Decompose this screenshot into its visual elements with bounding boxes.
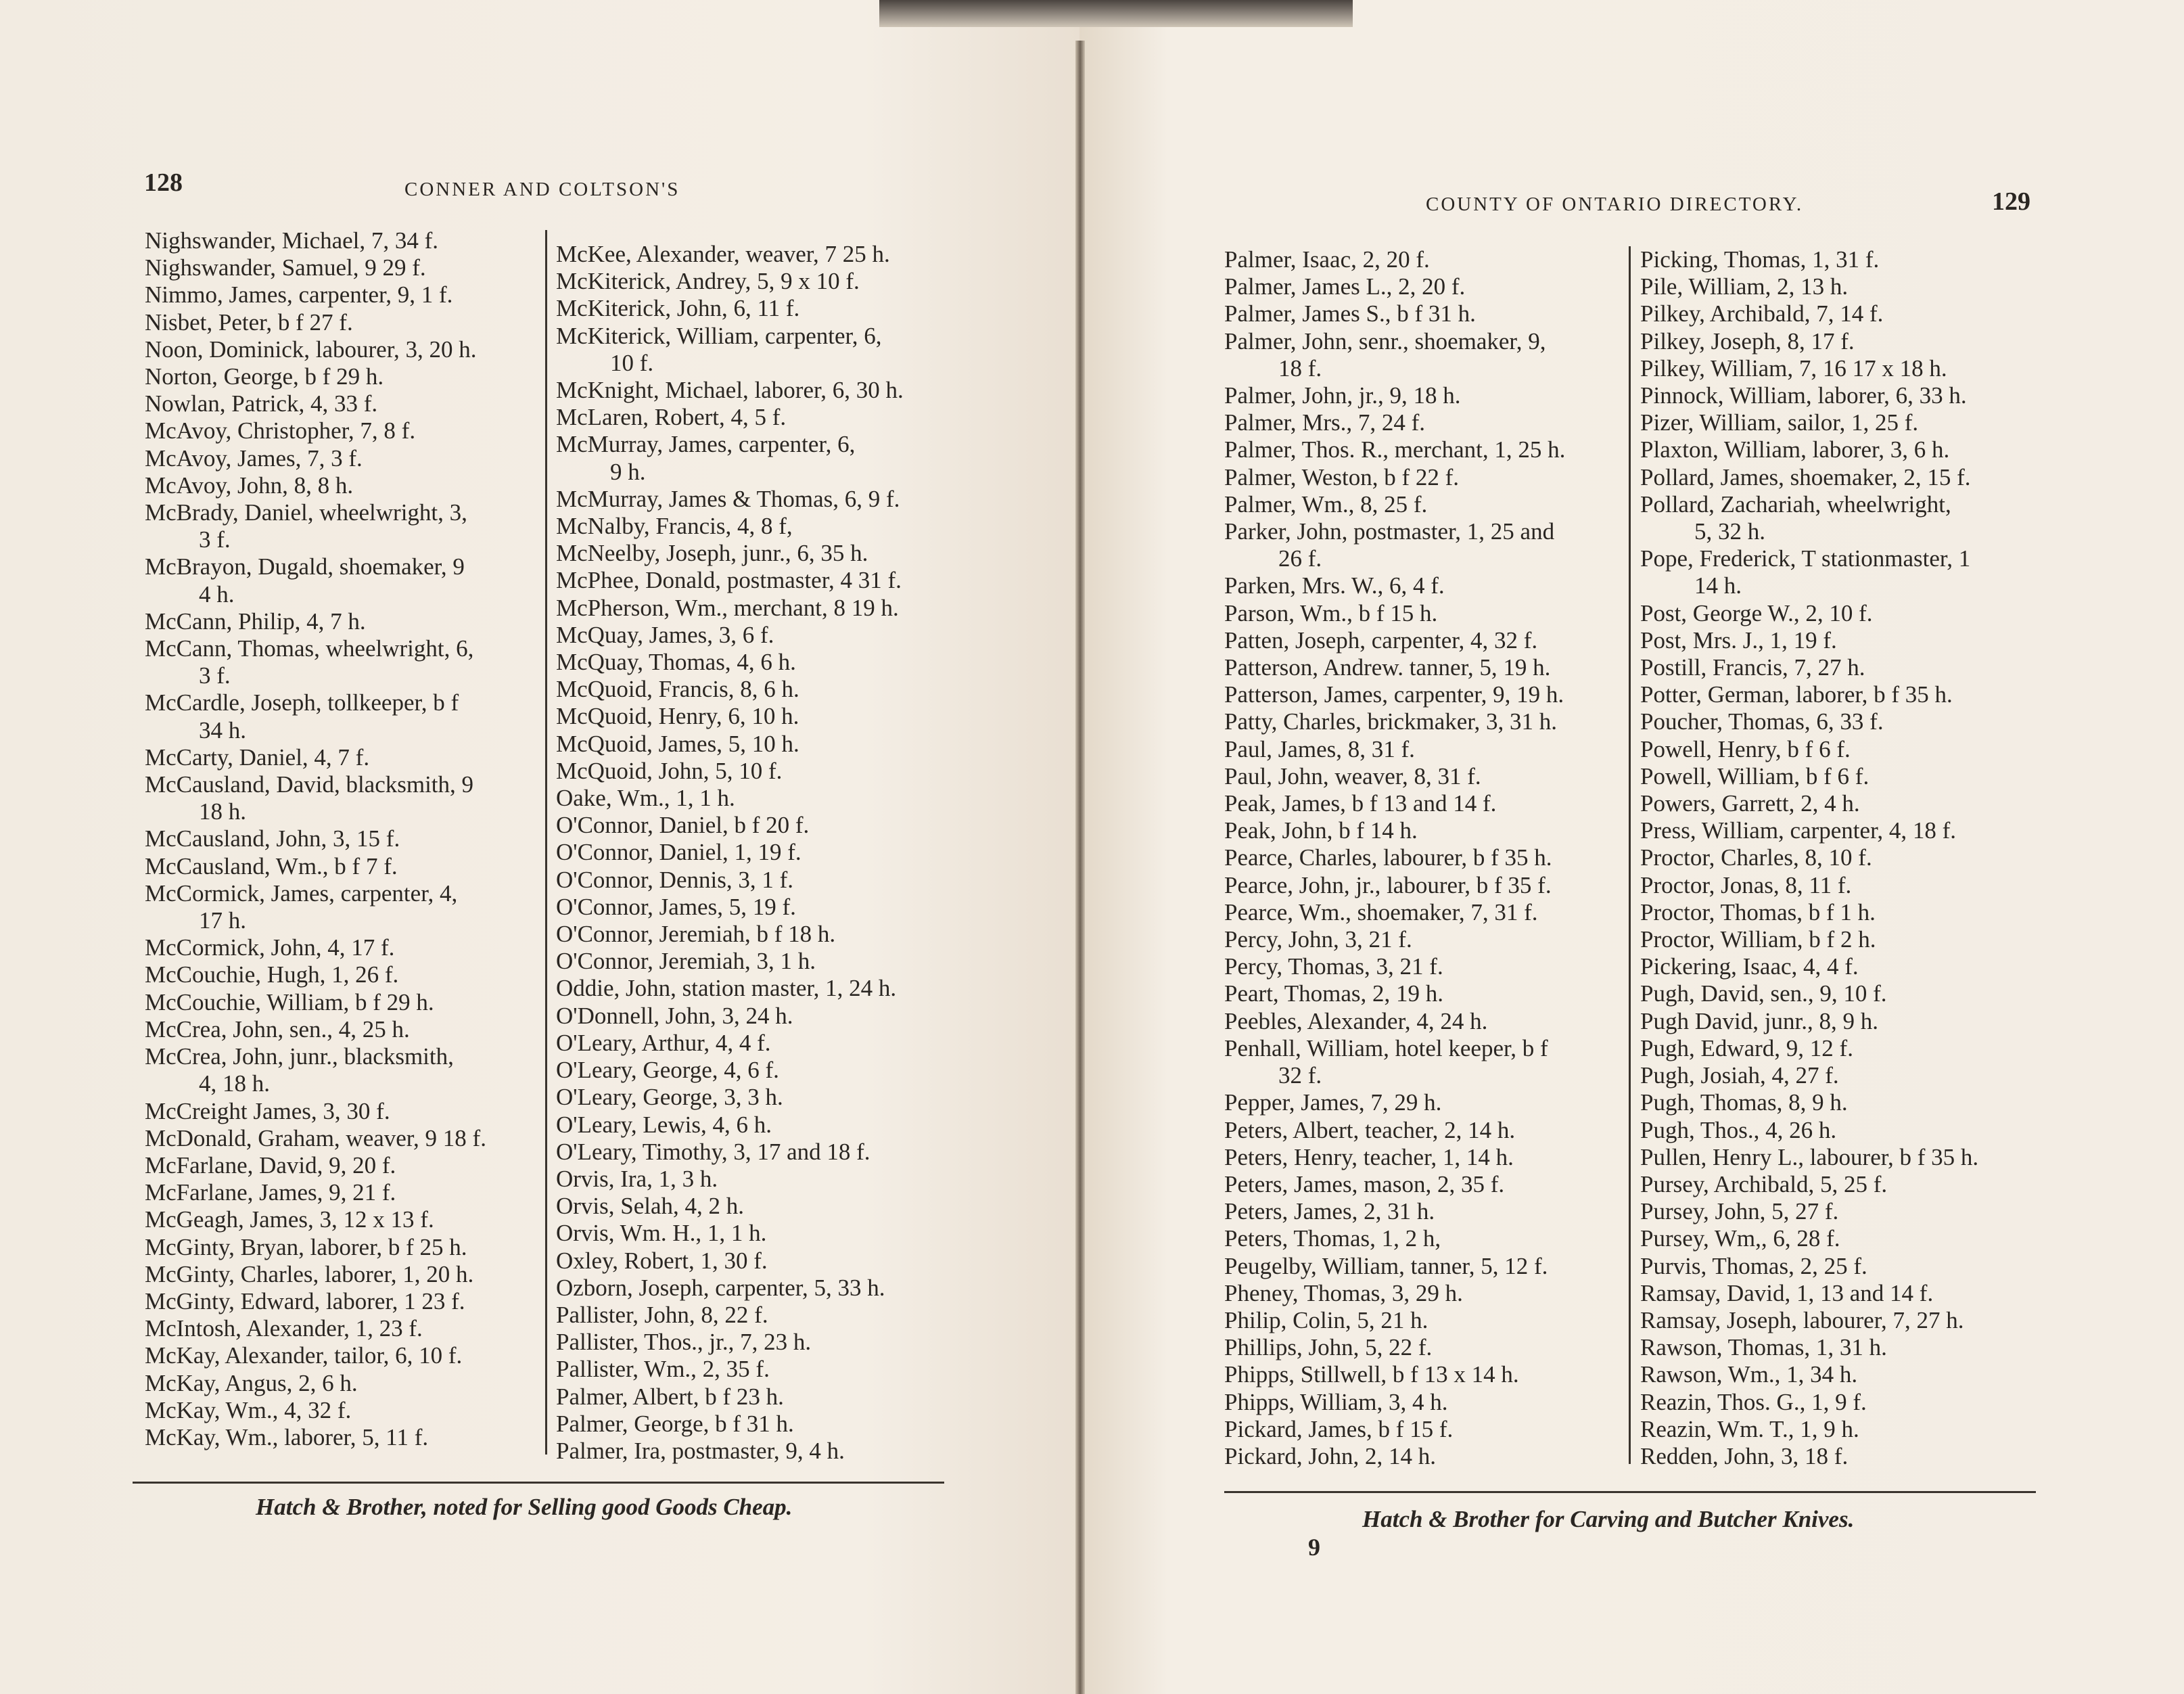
directory-entry-line: Ramsay, David, 1, 13 and 14 f. <box>1640 1279 1934 1306</box>
directory-entry-line: McNeelby, Joseph, junr., 6, 35 h. <box>556 540 868 567</box>
directory-entry-line: McKnight, Michael, laborer, 6, 30 h. <box>556 377 904 404</box>
directory-entry-line: Penhall, William, hotel keeper, b f <box>1224 1034 1548 1061</box>
directory-entry-line: Paul, John, weaver, 8, 31 f. <box>1224 762 1481 789</box>
directory-entry-line: McKay, Wm., 4, 32 f. <box>145 1396 352 1423</box>
directory-entry-line: Pullen, Henry L., labourer, b f 35 h. <box>1640 1143 1979 1170</box>
directory-entry-line: McKay, Angus, 2, 6 h. <box>145 1369 358 1396</box>
directory-entry-line: 5, 32 h. <box>1694 518 1765 545</box>
directory-entry-line: Pugh, David, sen., 9, 10 f. <box>1640 980 1887 1007</box>
directory-entry-line: McPhee, Donald, postmaster, 4 31 f. <box>556 567 902 594</box>
directory-entry-line: Peak, John, b f 14 h. <box>1224 817 1418 844</box>
directory-entry-line: McDonald, Graham, weaver, 9 18 f. <box>145 1124 486 1151</box>
directory-entry-line: McCann, Thomas, wheelwright, 6, <box>145 635 474 662</box>
directory-column-1 <box>1224 246 1565 1470</box>
directory-entry-line: Proctor, Thomas, b f 1 h. <box>1640 898 1876 925</box>
directory-entry-line: Peters, James, 2, 31 h. <box>1224 1198 1435 1225</box>
column-rule <box>1629 246 1631 1464</box>
directory-entry-line: Phillips, John, 5, 22 f. <box>1224 1334 1433 1361</box>
directory-entry-line: Pile, William, 2, 13 h. <box>1640 273 1849 300</box>
directory-entry-line: Pugh, Thos., 4, 26 h. <box>1640 1116 1837 1143</box>
directory-entry-line: McKiterick, Andrey, 5, 9 x 10 f. <box>556 268 860 295</box>
directory-entry-line: Peak, James, b f 13 and 14 f. <box>1224 790 1497 817</box>
directory-entry-line: Pilkey, William, 7, 16 17 x 18 h. <box>1640 354 1947 382</box>
directory-entry-line: McGinty, Charles, laborer, 1, 20 h. <box>145 1260 474 1287</box>
directory-entry-line: Oxley, Robert, 1, 30 f. <box>556 1247 768 1274</box>
directory-entry-line: McQuay, James, 3, 6 f. <box>556 621 774 648</box>
directory-entry-line: Philip, Colin, 5, 21 h. <box>1224 1306 1428 1333</box>
directory-entry-line: Patterson, James, carpenter, 9, 19 h. <box>1224 681 1564 708</box>
directory-entry-line: McFarlane, David, 9, 20 f. <box>145 1151 396 1178</box>
directory-entry-line: Phipps, William, 3, 4 h. <box>1224 1388 1448 1415</box>
directory-entry-line: Pickard, John, 2, 14 h. <box>1224 1442 1437 1469</box>
directory-entry-line: Palmer, Albert, b f 23 h. <box>556 1383 784 1410</box>
directory-entry-line: Poucher, Thomas, 6, 33 f. <box>1640 708 1884 735</box>
directory-entry-line: Palmer, Weston, b f 22 f. <box>1224 463 1460 490</box>
directory-entry-line: McMurray, James & Thomas, 6, 9 f. <box>556 485 900 512</box>
directory-entry-line: 18 f. <box>1278 354 1322 382</box>
directory-entry-line: O'Connor, Jeremiah, 3, 1 h. <box>556 948 816 975</box>
directory-entry-line: McBrayon, Dugald, shoemaker, 9 <box>145 553 465 580</box>
signature-mark: 9 <box>1308 1534 1320 1561</box>
directory-entry-line: Postill, Francis, 7, 27 h. <box>1640 654 1865 681</box>
directory-entry-line: Pugh, Josiah, 4, 27 f. <box>1640 1062 1839 1089</box>
directory-entry-line: Nimmo, James, carpenter, 9, 1 f. <box>145 281 453 308</box>
directory-entry-line: Pearce, John, jr., labourer, b f 35 f. <box>1224 871 1552 898</box>
directory-entry-line: 17 h. <box>199 907 246 934</box>
directory-entry-line: Pursey, Wm,, 6, 28 f. <box>1640 1225 1840 1252</box>
footer-rule <box>1224 1491 2036 1493</box>
directory-entry-line: 4, 18 h. <box>199 1070 270 1097</box>
directory-entry-line: O'Leary, Lewis, 4, 6 h. <box>556 1111 772 1138</box>
directory-entry-line: Pallister, Wm., 2, 35 f. <box>556 1356 770 1383</box>
directory-entry-line: O'Connor, Daniel, b f 20 f. <box>556 812 810 839</box>
directory-entry-line: Norton, George, b f 29 h. <box>145 363 384 390</box>
directory-entry-line: O'Connor, Jeremiah, b f 18 h. <box>556 921 836 948</box>
left-page <box>0 0 1079 1694</box>
directory-entry-line: McCormick, James, carpenter, 4, <box>145 879 458 907</box>
directory-entry-line: Redden, John, 3, 18 f. <box>1640 1442 1849 1469</box>
directory-entry-line: Noon, Dominick, labourer, 3, 20 h. <box>145 336 477 363</box>
directory-entry-line: O'Connor, James, 5, 19 f. <box>556 893 796 920</box>
directory-entry-line: Palmer, Thos. R., merchant, 1, 25 h. <box>1224 436 1566 463</box>
directory-entry-line: 9 h. <box>610 458 646 485</box>
directory-entry-line: Reazin, Wm. T., 1, 9 h. <box>1640 1415 1859 1442</box>
book-spine <box>1075 41 1085 1694</box>
right-page <box>1079 0 2184 1694</box>
directory-entry-line: McAvoy, Christopher, 7, 8 f. <box>145 417 416 444</box>
directory-entry-line: Proctor, Jonas, 8, 11 f. <box>1640 871 1852 898</box>
directory-entry-line: Press, William, carpenter, 4, 18 f. <box>1640 817 1956 844</box>
directory-entry-line: McKay, Wm., laborer, 5, 11 f. <box>145 1423 429 1450</box>
directory-entry-line: Peebles, Alexander, 4, 24 h. <box>1224 1007 1488 1034</box>
directory-entry-line: Parken, Mrs. W., 6, 4 f. <box>1224 572 1445 599</box>
directory-entry-line: O'Leary, Timothy, 3, 17 and 18 f. <box>556 1138 870 1165</box>
directory-entry-line: Peugelby, William, tanner, 5, 12 f. <box>1224 1252 1548 1279</box>
directory-entry-line: Orvis, Wm. H., 1, 1 h. <box>556 1220 767 1247</box>
footer-advert: Hatch & Brother for Carving and Butcher Knives. <box>1362 1506 1855 1532</box>
directory-entry-line: Parker, John, postmaster, 1, 25 and <box>1224 518 1555 545</box>
directory-entry-line: Oddie, John, station master, 1, 24 h. <box>556 975 897 1002</box>
directory-entry-line: Palmer, George, b f 31 h. <box>556 1410 794 1437</box>
directory-entry-line: McQuay, Thomas, 4, 6 h. <box>556 649 796 676</box>
directory-entry-line: Pollard, James, shoemaker, 2, 15 f. <box>1640 463 1971 490</box>
directory-entry-line: Patterson, Andrew. tanner, 5, 19 h. <box>1224 654 1551 681</box>
directory-entry-line: Nowlan, Patrick, 4, 33 f. <box>145 390 378 417</box>
directory-entry-line: Picking, Thomas, 1, 31 f. <box>1640 246 1880 273</box>
directory-entry-line: McQuoid, John, 5, 10 f. <box>556 757 783 784</box>
directory-entry-line: Pearce, Wm., shoemaker, 7, 31 f. <box>1224 898 1538 925</box>
directory-entry-line: McCrea, John, sen., 4, 25 h. <box>145 1015 410 1043</box>
directory-entry-line: McCausland, David, blacksmith, 9 <box>145 771 474 798</box>
directory-entry-line: Rawson, Wm., 1, 34 h. <box>1640 1361 1858 1388</box>
directory-entry-line: Paul, James, 8, 31 f. <box>1224 735 1415 762</box>
directory-entry-line: McBrady, Daniel, wheelwright, 3, <box>145 499 467 526</box>
directory-entry-line: O'Donnell, John, 3, 24 h. <box>556 1002 793 1029</box>
directory-entry-line: Palmer, John, senr., shoemaker, 9, <box>1224 327 1546 354</box>
directory-entry-line: McQuoid, Francis, 8, 6 h. <box>556 676 799 703</box>
directory-entry-line: McCreight James, 3, 30 f. <box>145 1097 390 1124</box>
directory-entry-line: Peart, Thomas, 2, 19 h. <box>1224 980 1444 1007</box>
directory-entry-line: McGinty, Edward, laborer, 1 23 f. <box>145 1287 465 1314</box>
directory-entry-line: McKiterick, John, 6, 11 f. <box>556 295 800 322</box>
directory-entry-line: Ozborn, Joseph, carpenter, 5, 33 h. <box>556 1274 885 1301</box>
directory-entry-line: Pursey, John, 5, 27 f. <box>1640 1198 1839 1225</box>
directory-entry-line: 10 f. <box>610 349 654 376</box>
directory-entry-line: Pickering, Isaac, 4, 4 f. <box>1640 953 1859 980</box>
directory-entry-line: Proctor, William, b f 2 h. <box>1640 926 1876 953</box>
directory-entry-line: McPherson, Wm., merchant, 8 19 h. <box>556 594 899 621</box>
directory-entry-line: McCouchie, William, b f 29 h. <box>145 988 434 1015</box>
directory-entry-line: Pickard, James, b f 15 f. <box>1224 1415 1454 1442</box>
directory-entry-line: McGinty, Bryan, laborer, b f 25 h. <box>145 1233 467 1260</box>
directory-entry-line: Phipps, Stillwell, b f 13 x 14 h. <box>1224 1361 1519 1388</box>
directory-entry-line: Peters, Thomas, 1, 2 h, <box>1224 1225 1441 1252</box>
directory-entry-line: Palmer, Mrs., 7, 24 f. <box>1224 409 1426 436</box>
directory-entry-line: Powers, Garrett, 2, 4 h. <box>1640 790 1860 817</box>
directory-entry-line: Pearce, Charles, labourer, b f 35 h. <box>1224 844 1552 871</box>
directory-entry-line: Ramsay, Joseph, labourer, 7, 27 h. <box>1640 1306 1964 1333</box>
directory-entry-line: Palmer, James S., b f 31 h. <box>1224 300 1476 327</box>
directory-entry-line: Pallister, John, 8, 22 f. <box>556 1301 768 1328</box>
directory-entry-line: McQuoid, James, 5, 10 h. <box>556 730 799 757</box>
footer-advert: Hatch & Brother, noted for Selling good Goods Cheap. <box>256 1494 793 1520</box>
directory-entry-line: Palmer, James L., 2, 20 f. <box>1224 273 1466 300</box>
directory-entry-line: O'Leary, George, 4, 6 f. <box>556 1057 779 1084</box>
directory-entry-line: McKiterick, William, carpenter, 6, <box>556 322 882 349</box>
directory-entry-line: McCouchie, Hugh, 1, 26 f. <box>145 961 399 988</box>
directory-entry-line: Powell, Henry, b f 6 f. <box>1640 735 1851 762</box>
directory-entry-line: Percy, John, 3, 21 f. <box>1224 926 1412 953</box>
directory-column-2 <box>1640 246 1978 1470</box>
directory-entry-line: Orvis, Ira, 1, 3 h. <box>556 1165 718 1192</box>
directory-entry-line: Proctor, Charles, 8, 10 f. <box>1640 844 1872 871</box>
directory-column-2 <box>556 241 904 1465</box>
directory-entry-line: Pepper, James, 7, 29 h. <box>1224 1089 1442 1116</box>
directory-entry-line: McAvoy, John, 8, 8 h. <box>145 472 354 499</box>
directory-entry-line: McMurray, James, carpenter, 6, <box>556 431 856 458</box>
directory-entry-line: McCardle, Joseph, tollkeeper, b f <box>145 689 459 716</box>
running-head: COUNTY OF ONTARIO DIRECTORY. <box>1426 193 1804 215</box>
directory-entry-line: Pollard, Zachariah, wheelwright, <box>1640 490 1951 518</box>
directory-entry-line: Patten, Joseph, carpenter, 4, 32 f. <box>1224 626 1538 654</box>
directory-entry-line: McQuoid, Henry, 6, 10 h. <box>556 703 799 730</box>
directory-entry-line: McCrea, John, junr., blacksmith, <box>145 1043 454 1070</box>
directory-entry-line: Pilkey, Joseph, 8, 17 f. <box>1640 327 1855 354</box>
directory-entry-line: Oake, Wm., 1, 1 h. <box>556 785 735 812</box>
directory-entry-line: Plaxton, William, laborer, 3, 6 h. <box>1640 436 1950 463</box>
directory-entry-line: 3 f. <box>199 526 231 553</box>
directory-entry-line: Percy, Thomas, 3, 21 f. <box>1224 953 1443 980</box>
page-number: 129 <box>1992 187 2030 216</box>
directory-entry-line: Pugh, Edward, 9, 12 f. <box>1640 1034 1853 1061</box>
directory-entry-line: Orvis, Selah, 4, 2 h. <box>556 1193 745 1220</box>
directory-entry-line: Rawson, Thomas, 1, 31 h. <box>1640 1334 1887 1361</box>
directory-entry-line: 26 f. <box>1278 545 1322 572</box>
directory-entry-line: Pallister, Thos., jr., 7, 23 h. <box>556 1329 812 1356</box>
directory-entry-line: 18 h. <box>199 798 246 825</box>
directory-entry-line: Palmer, Ira, postmaster, 9, 4 h. <box>556 1437 845 1464</box>
directory-entry-line: Nighswander, Samuel, 9 29 f. <box>145 254 426 281</box>
directory-entry-line: Post, George W., 2, 10 f. <box>1640 599 1873 626</box>
directory-entry-line: 14 h. <box>1694 572 1742 599</box>
directory-entry-line: McCormick, John, 4, 17 f. <box>145 934 395 961</box>
directory-entry-line: Nisbet, Peter, b f 27 f. <box>145 308 353 336</box>
directory-entry-line: McLaren, Robert, 4, 5 f. <box>556 404 787 431</box>
directory-entry-line: McCann, Philip, 4, 7 h. <box>145 608 366 635</box>
directory-entry-line: McGeagh, James, 3, 12 x 13 f. <box>145 1206 434 1233</box>
directory-entry-line: McCausland, Wm., b f 7 f. <box>145 852 398 879</box>
directory-entry-line: Pizer, William, sailor, 1, 25 f. <box>1640 409 1919 436</box>
directory-column-1 <box>145 227 486 1451</box>
directory-entry-line: Potter, German, laborer, b f 35 h. <box>1640 681 1953 708</box>
directory-entry-line: Palmer, John, jr., 9, 18 h. <box>1224 382 1461 409</box>
directory-entry-line: Pursey, Archibald, 5, 25 f. <box>1640 1170 1888 1197</box>
running-head: CONNER AND COLTSON'S <box>404 179 680 200</box>
directory-entry-line: Pilkey, Archibald, 7, 14 f. <box>1640 300 1884 327</box>
directory-entry-line: McKee, Alexander, weaver, 7 25 h. <box>556 241 890 267</box>
directory-entry-line: Peters, Henry, teacher, 1, 14 h. <box>1224 1143 1514 1170</box>
directory-entry-line: 32 f. <box>1278 1062 1322 1089</box>
directory-entry-line: Patty, Charles, brickmaker, 3, 31 h. <box>1224 708 1558 735</box>
directory-entry-line: McIntosh, Alexander, 1, 23 f. <box>145 1315 423 1342</box>
directory-entry-line: 34 h. <box>199 716 246 743</box>
directory-entry-line: McCarty, Daniel, 4, 7 f. <box>145 743 370 771</box>
directory-entry-line: Palmer, Isaac, 2, 20 f. <box>1224 246 1430 273</box>
directory-entry-line: McNalby, Francis, 4, 8 f, <box>556 513 793 540</box>
directory-entry-line: O'Connor, Dennis, 3, 1 f. <box>556 866 793 893</box>
directory-entry-line: 4 h. <box>199 580 235 608</box>
directory-entry-line: McAvoy, James, 7, 3 f. <box>145 444 363 472</box>
directory-entry-line: Reazin, Thos. G., 1, 9 f. <box>1640 1388 1867 1415</box>
directory-entry-line: O'Connor, Daniel, 1, 19 f. <box>556 839 801 866</box>
directory-entry-line: McFarlane, James, 9, 21 f. <box>145 1179 396 1206</box>
directory-entry-line: Nighswander, Michael, 7, 34 f. <box>145 227 439 254</box>
footer-rule <box>133 1482 944 1484</box>
directory-entry-line: Purvis, Thomas, 2, 25 f. <box>1640 1252 1867 1279</box>
directory-entry-line: Parson, Wm., b f 15 h. <box>1224 599 1438 626</box>
page-number: 128 <box>144 168 183 197</box>
directory-entry-line: O'Leary, Arthur, 4, 4 f. <box>556 1029 771 1056</box>
directory-entry-line: Pugh David, junr., 8, 9 h. <box>1640 1007 1878 1034</box>
directory-entry-line: Pope, Frederick, T stationmaster, 1 <box>1640 545 1971 572</box>
directory-entry-line: Pinnock, William, laborer, 6, 33 h. <box>1640 382 1967 409</box>
directory-entry-line: McCausland, John, 3, 15 f. <box>145 825 400 852</box>
directory-entry-line: 3 f. <box>199 662 231 689</box>
directory-entry-line: Powell, William, b f 6 f. <box>1640 762 1869 789</box>
directory-entry-line: Pugh, Thomas, 8, 9 h. <box>1640 1089 1848 1116</box>
column-rule <box>545 230 547 1455</box>
directory-entry-line: Peters, Albert, teacher, 2, 14 h. <box>1224 1116 1516 1143</box>
directory-entry-line: Post, Mrs. J., 1, 19 f. <box>1640 626 1837 654</box>
directory-entry-line: Palmer, Wm., 8, 25 f. <box>1224 490 1428 518</box>
directory-entry-line: Pheney, Thomas, 3, 29 h. <box>1224 1279 1463 1306</box>
directory-entry-line: Peters, James, mason, 2, 35 f. <box>1224 1170 1505 1197</box>
binding-shadow <box>879 0 1353 27</box>
directory-entry-line: O'Leary, George, 3, 3 h. <box>556 1084 783 1111</box>
directory-entry-line: McKay, Alexander, tailor, 6, 10 f. <box>145 1342 463 1369</box>
